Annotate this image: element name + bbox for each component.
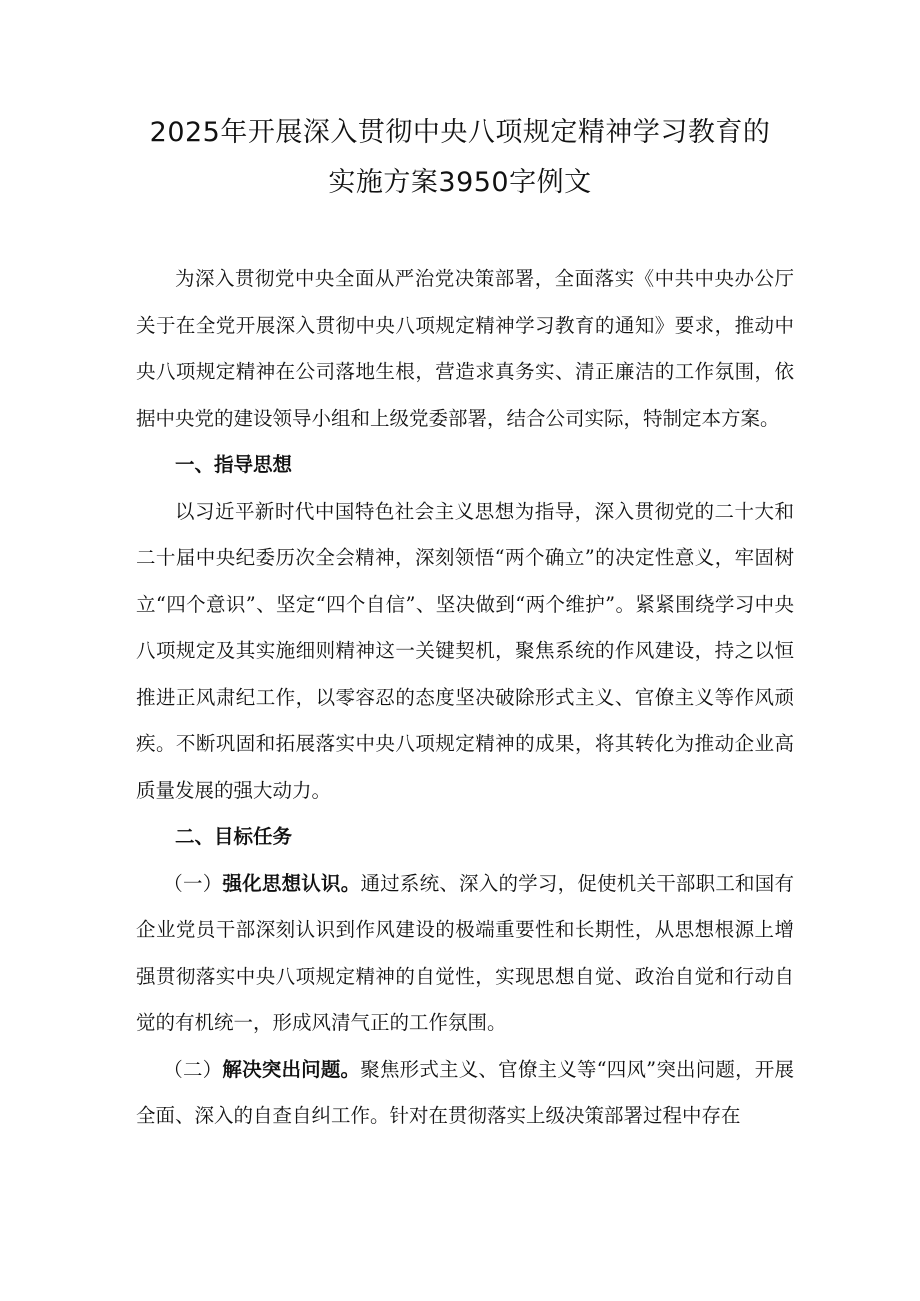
item-text: 通过系统、深入的学习，促使机关干部职工和国有企业党员干部深刻认识到作风建设的极端重要性和长期性，从思想根源上增强贯彻落实中央八项规定精神的自觉性，实现思想自觉、政治自觉和行动自觉的有机统一，形成风清气正的工作氛围。 bbox=[136, 871, 794, 1034]
document-title bbox=[60, 108, 860, 208]
item-lead: 强化思想认识。 bbox=[222, 871, 361, 895]
title-line-1: 2025年开展深入贯彻中央八项规定精神学习教育的 bbox=[149, 117, 771, 148]
document-body bbox=[136, 256, 794, 1140]
item-text: 聚焦形式主义、官僚主义等“四风”突出问题，开展全面、深入的自查自纠工作。针对在贯彻落实上级决策部署过程中存在 bbox=[136, 1057, 794, 1127]
title-line-2: 实施方案3950字例文 bbox=[328, 167, 592, 198]
item-number: （一） bbox=[163, 871, 223, 895]
objective-item-2 bbox=[136, 1047, 794, 1140]
item-lead: 解决突出问题。 bbox=[222, 1057, 361, 1081]
intro-paragraph: 为深入贯彻党中央全面从严治党决策部署，全面落实《中共中央办公厅关于在全党开展深入贯彻中央八项规定精神学习教育的通知》要求，推动中央八项规定精神在公司落地生根，营造求真务实、清正廉洁的工作氛围，依据中央党的建设领导小组和上级党委部署，结合公司实际，特制定本方案。 bbox=[136, 267, 794, 430]
section-heading-guiding-ideology: 一、指导思想 bbox=[175, 453, 293, 476]
item-number: （二） bbox=[163, 1057, 223, 1081]
objective-item-1 bbox=[136, 861, 794, 1047]
section-heading-objectives: 二、目标任务 bbox=[175, 825, 293, 848]
guiding-ideology-paragraph: 以习近平新时代中国特色社会主义思想为指导，深入贯彻党的二十大和二十届中央纪委历次全会精神，深刻领悟“两个确立”的决定性意义，牢固树立“四个意识”、坚定“四个自信”、坚决做到“两个维护”。紧紧围绕学习中央八项规定及其实施细则精神这一关键契机，聚焦系统的作风建设，持之以恒推进正风肃纪工作，以零容忍的态度坚决破除形式主义、官僚主义等作风顽疾。不断巩固和拓展落实中央八项规定精神的成果，将其转化为推动企业高质量发展的强大动力。 bbox=[136, 499, 794, 802]
